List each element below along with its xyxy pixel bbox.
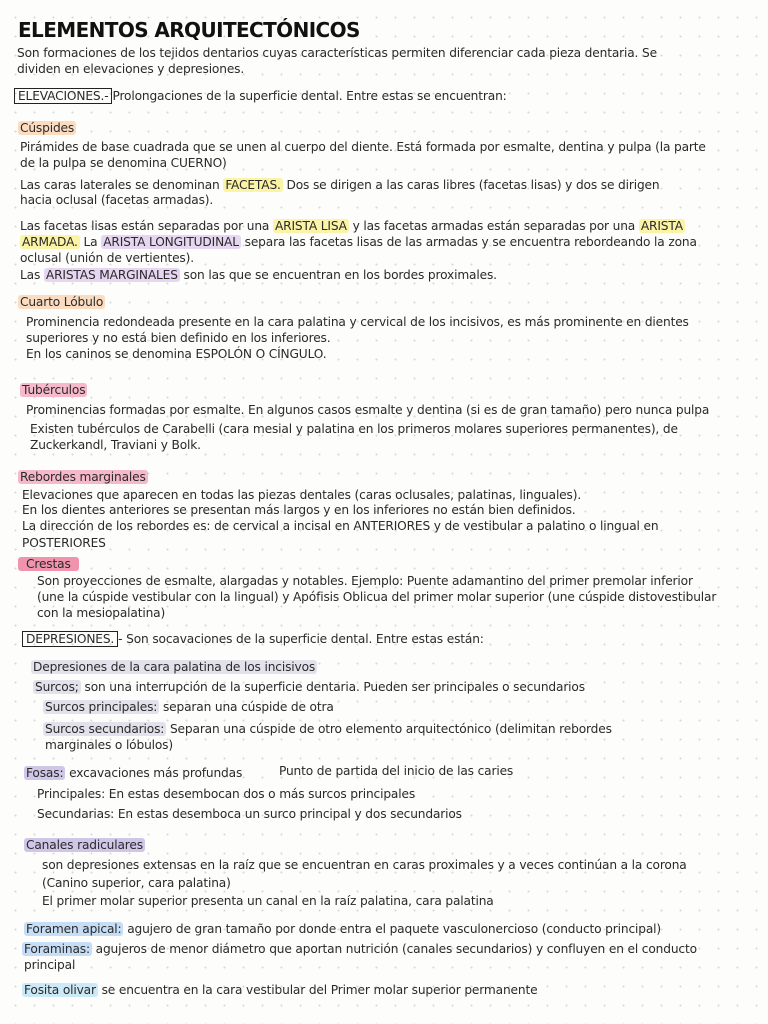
cuspides-heading xyxy=(18,120,76,137)
text-run: y las facetas armadas están separadas por una xyxy=(348,219,639,233)
text-run: Las xyxy=(20,268,44,282)
surcos-highlight: Surcos; xyxy=(35,680,79,694)
tuberculos-heading xyxy=(20,382,87,399)
canales-heading xyxy=(24,837,145,854)
cuspides-heading-text: Cúspides xyxy=(20,121,75,135)
text-run: son las que se encuentran en los bordes proximales. xyxy=(179,268,497,282)
foramen-line xyxy=(24,921,661,938)
crestas-heading-text: Crestas xyxy=(18,557,79,571)
text-run: agujeros de menor diámetro que aportan nutrición (canales secundarios) y confluyen en el conducto xyxy=(91,942,697,956)
arista-lisa-highlight: ARISTA LISA xyxy=(274,219,347,233)
elevaciones-line xyxy=(14,88,507,105)
cuspides-p1-line-2: de la pulpa se denomina CUERNO) xyxy=(20,156,227,170)
cara-palatina-highlight: Depresiones de la cara palatina de los incisivos xyxy=(33,660,316,674)
fosas-line xyxy=(24,765,242,782)
elevaciones-label: ELEVACIONES.- xyxy=(14,88,112,104)
depresiones-label: DEPRESIONES. xyxy=(22,631,118,647)
surcos-line xyxy=(33,679,585,696)
rebordes-line-1: Elevaciones que aparecen en todas las piezas dentales (caras oclusales, palatinas, linguales). xyxy=(22,488,582,502)
fosas-principales: Principales: En estas desembocan dos o más surcos principales xyxy=(37,787,416,801)
canales-line-3: El primer molar superior presenta un canal en la raíz palatina, cara palatina xyxy=(42,894,494,908)
crestas-heading xyxy=(18,556,79,573)
depresiones-cara-palatina xyxy=(31,659,317,676)
fosita-highlight: Fosita olivar xyxy=(24,983,96,997)
canales-line-2: (Canino superior, cara palatina) xyxy=(42,876,231,890)
crestas-line-1: Son proyecciones de esmalte, alargadas y notables. Ejemplo: Puente adamantino del primer premolar inferior xyxy=(37,574,693,588)
surcos-principales-highlight: Surcos principales: xyxy=(45,700,158,714)
cuarto-lobulo-heading-text: Cuarto Lóbulo xyxy=(20,295,104,309)
text-run: Las facetas lisas están separadas por una xyxy=(20,219,273,233)
cuarto-lobulo-line-1: Prominencia redondeada presente en la cara palatina y cervical de los incisivos, es más prominente en dientes xyxy=(26,315,689,329)
text-run: separa las facetas lisas de las armadas y se encuentra rebordeando la zona xyxy=(240,235,697,249)
cuspides-p2-line-2: hacia oclusal (facetas armadas). xyxy=(20,193,214,207)
fosas-note: Punto de partida del inicio de las caries xyxy=(279,764,514,778)
facetas-highlight: FACETAS. xyxy=(225,178,281,192)
text-run: La xyxy=(79,235,102,249)
page-title: ELEMENTOS ARQUITECTÓNICOS xyxy=(18,18,360,42)
intro-line-2: dividen en elevaciones y depresiones. xyxy=(17,62,245,76)
tuberculos-heading-text: Tubérculos xyxy=(22,383,86,397)
arista-armada-highlight: ARISTA xyxy=(640,219,683,233)
surcos-secundarios-highlight: Surcos secundarios: xyxy=(45,722,165,736)
rebordes-heading-text: Rebordes marginales xyxy=(20,470,146,484)
rebordes-line-2: En los dientes anteriores se presentan más largos y en los inferiores no están bien definidos. xyxy=(22,503,576,517)
text-run: son una interrupción de la superficie dentaria. Pueden ser principales o secundarios xyxy=(80,680,585,694)
text-run: separan una cúspide de otra xyxy=(159,700,334,714)
cuspides-p3-line-2 xyxy=(20,234,697,251)
fosita-line xyxy=(22,982,537,999)
fosas-secundarias: Secundarias: En estas desemboca un surco principal y dos secundarios xyxy=(37,807,462,821)
text-run: agujero de gran tamaño por donde entra el paquete vasculonercioso (conducto principal) xyxy=(123,922,661,936)
text-run: excavaciones más profundas xyxy=(65,766,243,780)
cuarto-lobulo-heading xyxy=(18,294,105,311)
elevaciones-text: Prolongaciones de la superficie dental. Entre estas se encuentran: xyxy=(112,89,507,103)
surcos-secundarios-line-2: marginales o lóbulos) xyxy=(45,738,173,752)
cuspides-p4-line xyxy=(20,267,497,284)
text-run: Las caras laterales se denominan xyxy=(20,178,224,192)
cuarto-lobulo-line-3: En los caninos se denomina ESPOLÓN O CÍNGULO. xyxy=(26,347,327,361)
depresiones-text: - Son socavaciones de la superficie dental. Entre estas están: xyxy=(118,632,484,646)
intro-line-1: Son formaciones de los tejidos dentarios cuyas características permiten diferenciar cada pieza dentaria. Se xyxy=(17,46,657,60)
tuberculos-line-3: Zuckerkandl, Traviani y Bolk. xyxy=(30,438,201,452)
fosas-highlight: Fosas: xyxy=(26,766,64,780)
text-run: se encuentra en la cara vestibular del Primer molar superior permanente xyxy=(97,983,538,997)
text-run: Separan una cúspide de otro elemento arquitectónico (delimitan rebordes xyxy=(166,722,612,736)
cuspides-p1-line-1: Pirámides de base cuadrada que se unen al cuerpo del diente. Está formada por esmalte, dentina y pulpa (la parte xyxy=(20,140,706,154)
foramen-highlight: Foramen apical: xyxy=(26,922,122,936)
foraminas-highlight: Foraminas: xyxy=(24,942,90,956)
crestas-line-3: con la mesiopalatina) xyxy=(37,606,166,620)
armada-highlight: ARMADA. xyxy=(22,235,78,249)
canales-line-1: son depresiones extensas en la raíz que se encuentran en caras proximales y a veces continúan a la corona xyxy=(42,858,687,872)
aristas-marginales-highlight: ARISTAS MARGINALES xyxy=(45,268,178,282)
cuspides-p3-line-3: oclusal (unión de vertientes). xyxy=(20,251,194,265)
depresiones-line xyxy=(22,631,484,648)
surcos-secundarios-line-1 xyxy=(43,721,612,738)
rebordes-line-3: La dirección de los rebordes es: de cervical a incisal en ANTERIORES y de vestibular a palatino o lingual en xyxy=(22,519,659,533)
rebordes-line-4: POSTERIORES xyxy=(22,536,106,550)
cuspides-p3-line-1 xyxy=(20,218,685,235)
crestas-line-2: (une la cúspide vestibular con la lingual) y Apófisis Oblicua del primer molar superior (une cúspide distovestibular xyxy=(37,590,717,604)
text-run: Dos se dirigen a las caras libres (facetas lisas) y dos se dirigen xyxy=(282,178,660,192)
tuberculos-line-1: Prominencias formadas por esmalte. En algunos casos esmalte y dentina (si es de gran tamaño) pero nunca pulpa xyxy=(26,403,710,417)
cuarto-lobulo-line-2: superiores y no está bien definido en los inferiores. xyxy=(26,331,331,345)
tuberculos-line-2: Existen tubérculos de Carabelli (cara mesial y palatina en los primeros molares superiores permanentes), de xyxy=(30,422,678,436)
foraminas-line-1 xyxy=(22,941,697,958)
arista-longitudinal-highlight: ARISTA LONGITUDINAL xyxy=(103,235,239,249)
rebordes-heading xyxy=(18,469,148,486)
foraminas-line-2: principal xyxy=(24,958,76,972)
surcos-principales-line xyxy=(43,699,334,716)
canales-highlight: Canales radiculares xyxy=(26,838,143,852)
